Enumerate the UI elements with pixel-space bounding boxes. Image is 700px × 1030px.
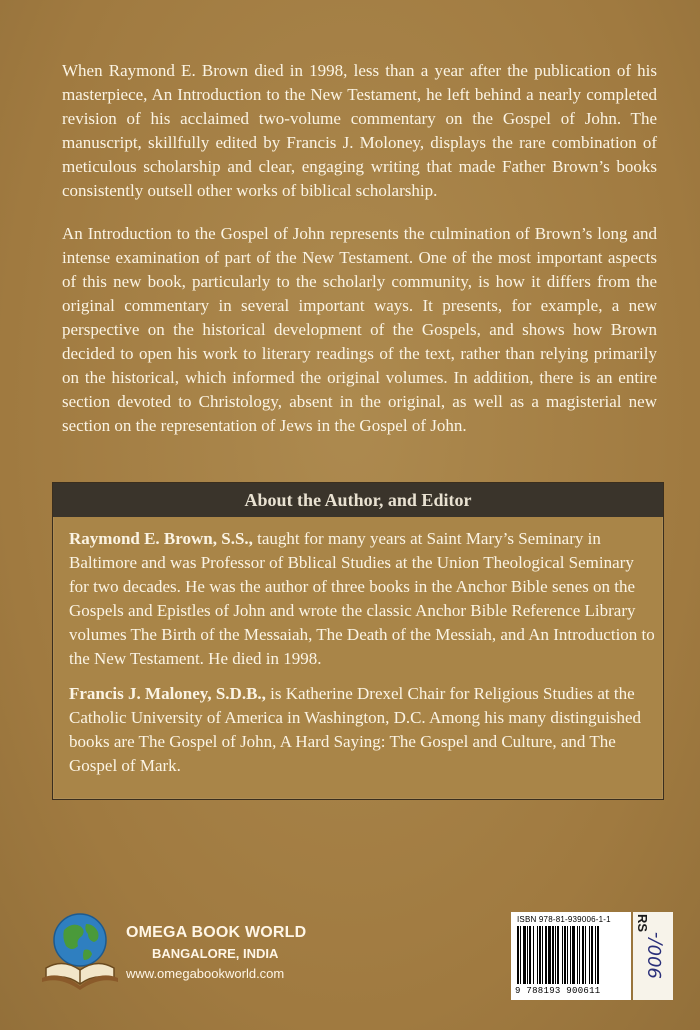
- author-bio: [69, 527, 655, 671]
- blurb-paragraph-1: When Raymond E. Brown died in 1998, less than a year after the publication of his masterpiece, An Introduction to the New Testament, he left behind a nearly completed revision of his acclaimed two-volume commentary on the Gospel of John. The manuscript, skillfully edited by Francis J. Moloney, displays the rare combination of meticulous scholarship and clear, engaging writing that made Father Brown’s books consistently outsell other works of biblical scholarship.: [62, 61, 657, 200]
- publisher-block: [40, 908, 360, 998]
- editor-bio: [69, 682, 655, 778]
- about-author-heading: About the Author, and Editor: [53, 483, 663, 517]
- barcode-bars: [517, 926, 625, 984]
- barcode: [511, 912, 631, 1000]
- price-handwritten: 900/-: [645, 932, 666, 979]
- globe-book-icon: [40, 908, 120, 990]
- editor-name: Francis J. Maloney, S.D.B.,: [69, 684, 266, 703]
- about-author-box: [52, 482, 664, 800]
- isbn-label: ISBN 978-81-939006-1-1: [517, 915, 611, 924]
- publisher-location: BANGALORE, INDIA: [152, 946, 279, 961]
- author-bio-text: taught for many years at Saint Mary’s Seminary in Baltimore and was Professor of Bblical Studies at the Union Theological Seminary for two decades. He was the author of three books in the Anchor Bible senes on the Gospels and Epistles of John and wrote the classic Anchor Bible Reference Library volumes The Birth of the Messaiah, The Death of the Messiah, and An Introduction to the New Testament. He died in 1998.: [69, 529, 655, 668]
- editor-bio-text: is Katherine Drexel Chair for Religious Studies at the Catholic University of America in Washington, D.C. Among his many distinguished books are The Gospel of John, A Hard Saying: The Gospel and Culture, and The Gospel of Mark.: [69, 684, 642, 775]
- price-sticker: [633, 912, 673, 1000]
- blurb-paragraph-2: An Introduction to the Gospel of John represents the culmination of Brown’s long and intense examination of part of the New Testament. One of the most important aspects of this new book, particularly to the scholarly community, is how it differs from the original commentary in several important ways. It presents, for example, a new perspective on the historical development of the Gospels, and shows how Brown decided to open his work to literary readings of the text, rather than relying primarily on the historical, which informed the original volumes. In addition, there is an entire section devoted to Christology, absent in the original, as well as a magisterial new section on the representation of Jews in the Gospel of John.: [62, 224, 657, 435]
- author-name: Raymond E. Brown, S.S.,: [69, 529, 253, 548]
- barcode-digits: 9 788193 900611: [515, 986, 601, 996]
- publisher-url: www.omegabookworld.com: [126, 966, 285, 981]
- publisher-name: OMEGA BOOK WORLD: [126, 924, 307, 941]
- price-currency: RS: [635, 914, 650, 933]
